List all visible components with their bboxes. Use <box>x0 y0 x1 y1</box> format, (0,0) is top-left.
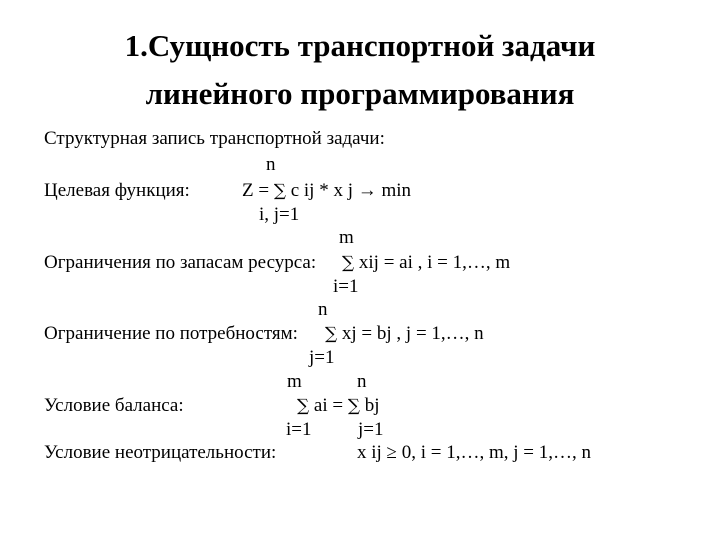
nonnegativity-formula: x ij ≥ 0, i = 1,…, m, j = 1,…, n <box>357 442 592 463</box>
balance-right-expression: bj <box>359 395 380 416</box>
objective-label: Целевая функция: <box>44 180 190 201</box>
balance-left-lower-limit: i=1 <box>286 419 312 440</box>
balance-left-upper-limit: m <box>287 371 302 392</box>
supply-formula <box>342 253 510 272</box>
balance-right-sum-symbol: ∑ <box>347 396 360 416</box>
balance-right-lower-limit: j=1 <box>358 419 384 440</box>
demand-expression: xj = bj , j = 1,…, n <box>337 323 484 344</box>
objective-sum-symbol: ∑ <box>273 181 286 201</box>
demand-sum-lower-limit: j=1 <box>309 347 335 368</box>
demand-sum-upper-limit: n <box>318 299 328 320</box>
balance-left-expression: ai = <box>309 395 348 416</box>
balance-formula <box>297 396 380 415</box>
objective-expression: c ij * x j → min <box>285 180 412 201</box>
supply-label: Ограничения по запасам ресурса: <box>44 252 317 273</box>
balance-left-sum-symbol: ∑ <box>297 396 310 416</box>
demand-label: Ограничение по потребностям: <box>44 323 298 344</box>
objective-z: Z = <box>242 180 274 201</box>
supply-sum-lower-limit: i=1 <box>333 276 359 297</box>
objective-sum-lower-limit: i, j=1 <box>259 204 300 225</box>
nonnegativity-label: Условие неотрицательности: <box>44 442 277 463</box>
demand-formula <box>325 324 484 343</box>
intro-text: Структурная запись транспортной задачи: <box>44 128 385 149</box>
supply-expression: xij = ai , i = 1,…, m <box>354 252 511 273</box>
slide-title-line-2: линейного программирования <box>145 76 575 111</box>
supply-sum-symbol: ∑ <box>342 253 355 273</box>
supply-sum-upper-limit: m <box>339 227 354 248</box>
slide-title-line-1: 1.Сущность транспортной задачи <box>124 28 596 63</box>
demand-sum-symbol: ∑ <box>325 324 338 344</box>
objective-sum-upper-limit: n <box>266 154 276 175</box>
balance-label: Условие баланса: <box>44 395 184 416</box>
objective-formula <box>242 181 411 200</box>
balance-right-upper-limit: n <box>357 371 367 392</box>
